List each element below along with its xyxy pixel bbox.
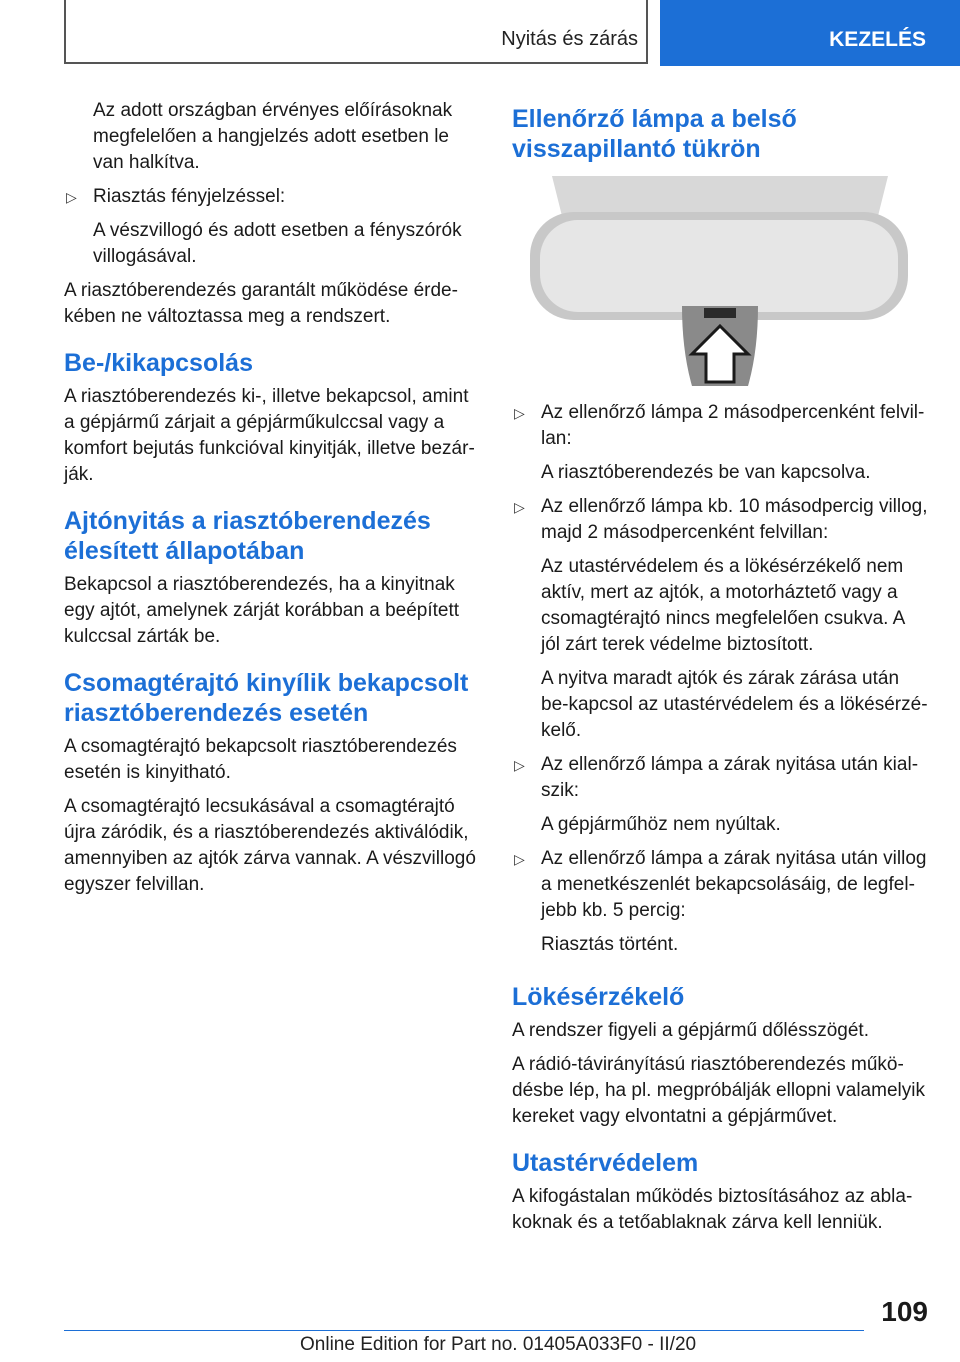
bullet-text: Az ellenőrző lámpa 2 másodpercenként felvil-lan: <box>541 402 925 449</box>
section-heading: Ellenőrző lámpa a belső visszapillantó tükrön <box>512 105 797 163</box>
paragraph: Az adott országban érvényes előírásoknak megfelelően a hangjelzés adott esetben le van halkítva. <box>93 100 453 173</box>
section-heading: Lökésérzékelő <box>512 983 685 1011</box>
paragraph: A csomagtérajtó bekapcsolt riasztóberendezés esetén is kinyitható. <box>64 736 457 783</box>
mirror-glass <box>540 220 898 312</box>
section-heading: Be-/kikapcsolás <box>64 349 253 377</box>
bullet-item <box>512 846 928 924</box>
bullet-text: Az ellenőrző lámpa a zárak nyitása után villog a menetkészenlét bekapcsolásáig, de legfel-jebb kb. 5 percig: <box>541 848 927 921</box>
indicator-lamp <box>704 308 736 318</box>
header-chapter-tab <box>660 0 960 66</box>
right-column <box>512 98 928 1244</box>
bullet-item <box>512 494 928 546</box>
paragraph: A csomagtérajtó lecsukásával a csomagtérajtó újra záródik, és a riasztóberendezés aktiválódik, amennyiben az ajtók zárva vannak. A vészvillogó egyszer felvillan. <box>64 796 476 895</box>
mirror-mount-shadow <box>552 176 888 216</box>
paragraph: A riasztóberendezés garantált működése érde-kében ne változtassa meg a rendszert. <box>64 280 458 327</box>
bullet-text: Az ellenőrző lámpa a zárak nyitása után kial-szik: <box>541 754 919 801</box>
paragraph: Bekapcsol a riasztóberendezés, ha a kinyitnak egy ajtót, amelynek zárját korábban a beépített kulccsal zárták be. <box>64 574 460 647</box>
mirror-illustration <box>512 176 928 386</box>
bullet-triangle-icon: ▷ <box>66 189 77 205</box>
bullet-triangle-icon: ▷ <box>514 499 525 515</box>
bullet-item <box>64 184 476 210</box>
bullet-triangle-icon: ▷ <box>514 757 525 773</box>
footer-divider <box>64 1330 864 1331</box>
bullet-item <box>512 400 928 452</box>
paragraph: A riasztóberendezés be van kapcsolva. <box>541 462 871 483</box>
paragraph: A gépjárműhöz nem nyúltak. <box>541 814 781 835</box>
footer-edition: Online Edition for Part no. 01405A033F0 - II/20 <box>300 1334 697 1355</box>
bullet-text: Az ellenőrző lámpa kb. 10 másodpercig villog, majd 2 másodpercenként felvillan: <box>541 496 928 543</box>
section-heading: Utastérvédelem <box>512 1149 699 1177</box>
paragraph: Az utastérvédelem és a lökésérzékelő nem aktív, mert az ajtók, a motorháztető vagy a csomagtérajtó nincs megfelelően csukva. A jól zárt terek védelme biztosított. <box>541 556 905 655</box>
paragraph: Riasztás történt. <box>541 934 679 955</box>
paragraph: A rádió-távirányítású riasztóberendezés műkö-désbe lép, ha pl. megpróbálják ellopni valamelyik kereket vagy elvontatni a gépjárművet. <box>512 1054 925 1127</box>
page-number: 109 <box>881 1296 928 1327</box>
header-section-title: Nyitás és zárás <box>501 28 638 50</box>
section-heading: Ajtónyitás a riasztóberendezés élesített állapotában <box>64 507 431 565</box>
paragraph: A nyitva maradt ajtók és zárak zárása után be-kapcsol az utastérvédelem és a lökésérzé-kelő. <box>541 668 928 741</box>
paragraph: A vészvillogó és adott esetben a fényszórók villogásával. <box>93 220 462 267</box>
left-column <box>64 98 476 906</box>
section-heading: Csomagtérajtó kinyílik bekapcsolt riasztóberendezés esetén <box>64 669 469 727</box>
bullet-triangle-icon: ▷ <box>514 405 525 421</box>
paragraph: A kifogástalan működés biztosításához az abla-koknak és a tetőablaknak zárva kell lenniük. <box>512 1186 913 1233</box>
paragraph: A rendszer figyeli a gépjármű dőlésszögét. <box>512 1020 869 1041</box>
bullet-text: Riasztás fényjelzéssel: <box>93 186 286 207</box>
chapter-label: KEZELÉS <box>829 28 926 51</box>
bullet-item <box>512 752 928 804</box>
paragraph: A riasztóberendezés ki-, illetve bekapcsol, amint a gépjármű zárjait a gépjárműkulccsal vagy a komfort bejutás funkcióval kinyitják, illetve bezár-ják. <box>64 386 475 485</box>
bullet-triangle-icon: ▷ <box>514 851 525 867</box>
